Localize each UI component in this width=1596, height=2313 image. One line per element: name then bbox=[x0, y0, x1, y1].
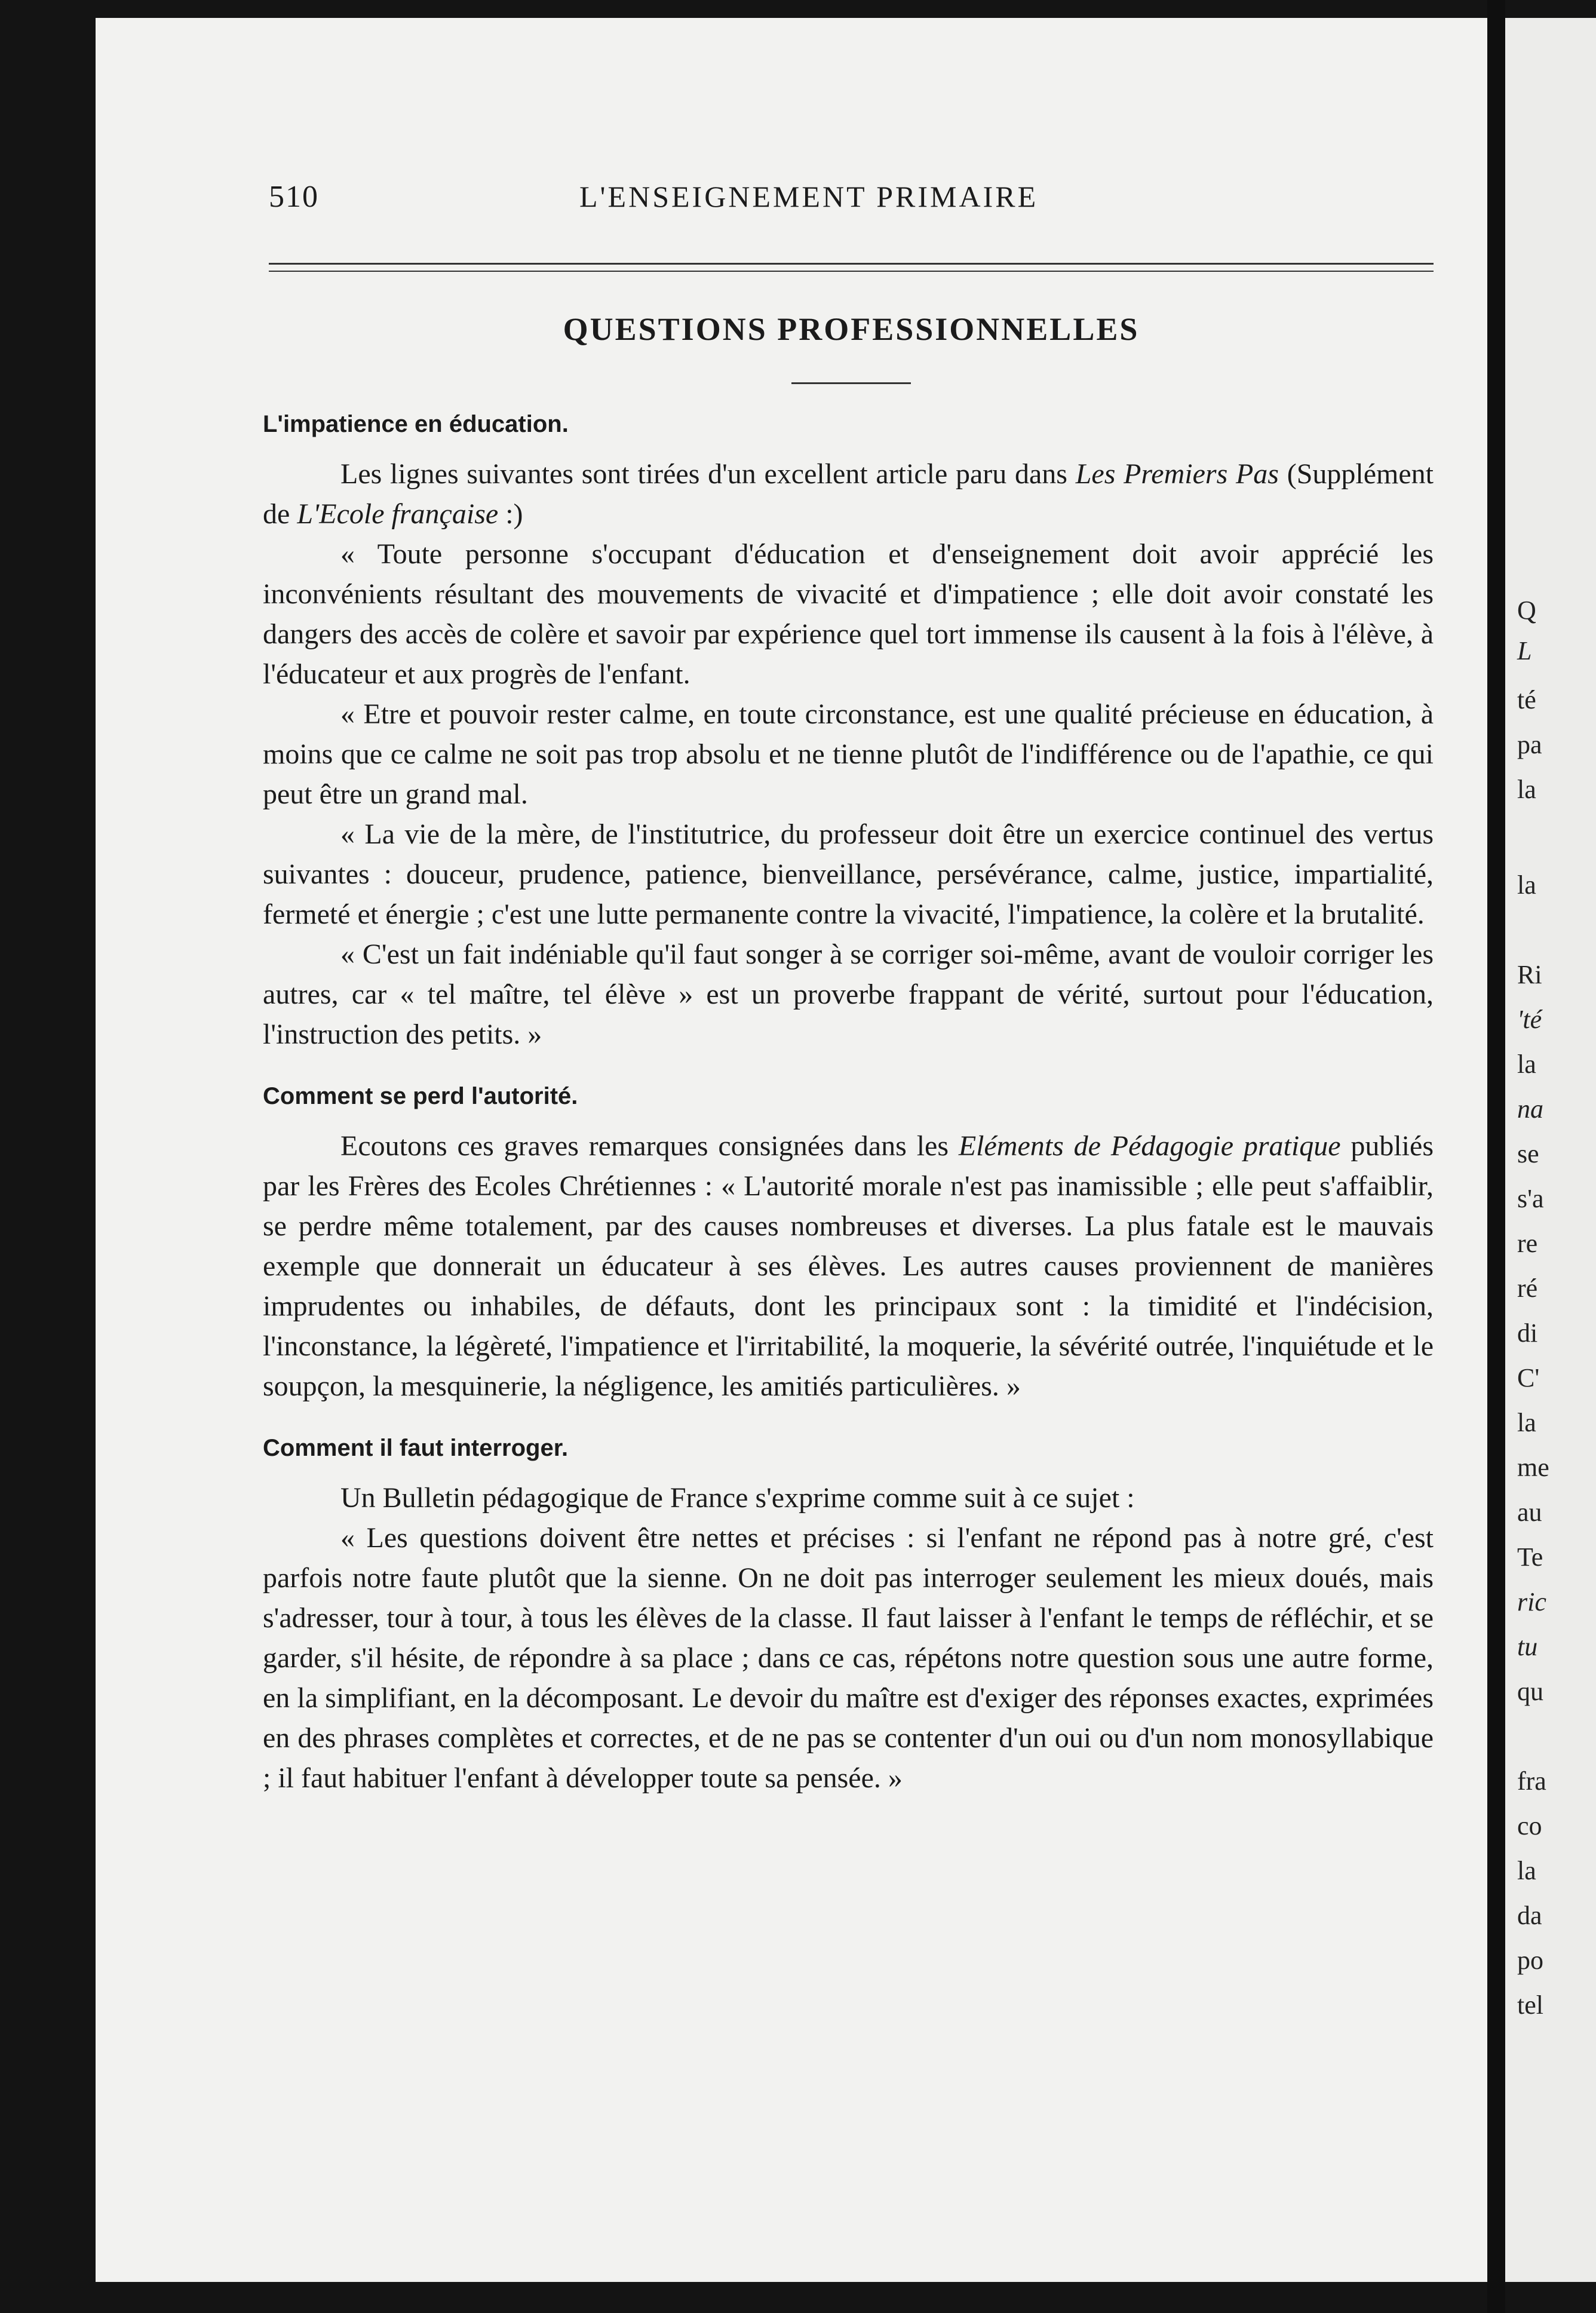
book-gutter bbox=[1487, 0, 1505, 2313]
facing-page-fragment: Ri bbox=[1517, 960, 1542, 989]
title-rule bbox=[791, 382, 911, 384]
facing-page-fragment: Q bbox=[1517, 596, 1536, 625]
facing-page-fragment: L bbox=[1517, 636, 1532, 665]
facing-page-fragment: ric bbox=[1517, 1587, 1546, 1616]
facing-page-fragment: fra bbox=[1517, 1766, 1546, 1796]
facing-page-fragment: au bbox=[1517, 1498, 1542, 1527]
facing-page-fragment: la bbox=[1517, 1856, 1536, 1885]
facing-page-fragment: tel bbox=[1517, 1990, 1543, 2020]
facing-page-fragment: la bbox=[1517, 775, 1536, 804]
page-header bbox=[269, 179, 1434, 221]
journal-title-supplement: L'Ecole française bbox=[297, 498, 499, 530]
facing-page-fragment: la bbox=[1517, 870, 1536, 900]
facing-page-fragment: co bbox=[1517, 1811, 1542, 1840]
article-body bbox=[263, 394, 1434, 1798]
facing-page-fragment: na bbox=[1517, 1094, 1543, 1124]
subheading-autorite: Comment se perd l'autorité. bbox=[263, 1083, 578, 1109]
section-title: QUESTIONS PROFESSIONNELLES bbox=[563, 311, 1140, 347]
facing-page-fragment: po bbox=[1517, 1946, 1543, 1975]
subheading-impatience: L'impatience en éducation. bbox=[263, 411, 569, 437]
facing-page-fragment: da bbox=[1517, 1901, 1542, 1930]
facing-page-fragment: C' bbox=[1517, 1363, 1540, 1392]
book-title: Eléments de Pédagogie pratique bbox=[958, 1130, 1341, 1162]
paragraph-impatience-3: « La vie de la mère, de l'institutrice, du professeur doit être un exercice continuel des vertus suivantes : douceur, prudence, patience, bienveillance, persévérance, calme, justice, impartialité, fermeté et énergie ; c'est une lutte permanente contre la vivacité, l'impatience, la colère et la brutalité. bbox=[263, 818, 1434, 930]
paragraph-impatience-4: « C'est un fait indéniable qu'il faut songer à se corriger soi-même, avant de vouloir corriger les autres, car « tel maître, tel élève » est un proverbe frappant de vérité, surtout pour l'éducation, l'instruction des petits. » bbox=[263, 938, 1434, 1050]
paragraph-interroger-1: Un Bulletin pédagogique de France s'exprime comme suit à ce sujet : bbox=[340, 1482, 1135, 1514]
facing-page-fragment: ré bbox=[1517, 1274, 1538, 1303]
paragraph-interroger-2: « Les questions doivent être nettes et précises : si l'enfant ne répond pas à notre gré, c'est parfois notre faute plutôt que la sienne. On ne doit pas interroger seulement les mieux doués, mais s'adresser, tour à tour, à tous les élèves de la classe. Il faut laisser à l'enfant le temps de réfléchir, et se garder, s'il hésite, de répondre à sa place ; dans ce cas, répétons notre question sous une autre forme, en la simplifiant, en la décomposant. Le devoir du maître est d'exiger des réponses exactes, exprimées en des phrases complètes et correctes, et de ne pas se contenter d'un oui ou d'un nom monosyllabique ; il faut habituer l'enfant à développer toute sa pensée. » bbox=[263, 1522, 1434, 1794]
page-number: 510 bbox=[269, 180, 319, 214]
facing-page-fragment: 'té bbox=[1517, 1005, 1542, 1034]
facing-page-fragment: la bbox=[1517, 1408, 1536, 1437]
facing-page-fragment: di bbox=[1517, 1318, 1538, 1348]
facing-page-fragment: me bbox=[1517, 1453, 1549, 1482]
paragraph-impatience-1: « Toute personne s'occupant d'éducation et d'enseignement doit avoir apprécié les inconvénients résultant des mouvements de vivacité et d'impatience ; elle doit avoir constaté les dangers des accès de colère et savoir par expérience quel tort immense ils causent à la fois à l'élève, à l'éducateur et aux progrès de l'enfant. bbox=[263, 538, 1434, 690]
paragraph-autorite: Ecoutons ces graves remarques consignées dans les Eléments de Pédagogie pratique publiés par les Frères des Ecoles Chrétiennes : « L'autorité morale n'est pas inamissible ; elle peut s'affaiblir, se perdre même totalement, par des causes nombreuses et diverses. La plus fatale est le mauvais exemple que donnerait un éducateur à ses élèves. Les autres causes proviennent de manières imprudentes ou inhabiles, de défauts, dont les principaux sont : la timidité et l'indécision, l'inconstance, la légèreté, l'impatience et l'irritabilité, la moquerie, la sévérité outrée, l'inquiétude et le soupçon, la mesquinerie, la négligence, les amitiés particulières. » bbox=[263, 1130, 1434, 1402]
journal-title: Les Premiers Pas bbox=[1075, 458, 1279, 490]
facing-page-fragment: Te bbox=[1517, 1542, 1543, 1572]
facing-page-fragment: se bbox=[1517, 1139, 1539, 1168]
facing-page-fragment: la bbox=[1517, 1050, 1536, 1079]
header-double-rule bbox=[269, 263, 1434, 272]
paragraph-intro-impatience: Les lignes suivantes sont tirées d'un excellent article paru dans Les Premiers Pas (Supplément de L'Ecole française :) bbox=[263, 458, 1434, 530]
facing-page-fragment: s'a bbox=[1517, 1184, 1544, 1213]
running-title: L'ENSEIGNEMENT PRIMAIRE bbox=[579, 180, 1039, 213]
facing-page-fragment: tu bbox=[1517, 1632, 1538, 1661]
facing-page-fragment: té bbox=[1517, 685, 1536, 714]
paragraph-impatience-2: « Etre et pouvoir rester calme, en toute circonstance, est une qualité précieuse en éducation, à moins que ce calme ne soit pas trop absolu et ne tienne plutôt de l'indifférence ou de l'apathie, ce qui peut être un grand mal. bbox=[263, 698, 1434, 810]
facing-page-fragment: pa bbox=[1517, 730, 1542, 759]
subheading-interroger: Comment il faut interroger. bbox=[263, 1435, 569, 1461]
facing-page-fragment: qu bbox=[1517, 1677, 1543, 1706]
facing-page-fragment: re bbox=[1517, 1229, 1538, 1258]
